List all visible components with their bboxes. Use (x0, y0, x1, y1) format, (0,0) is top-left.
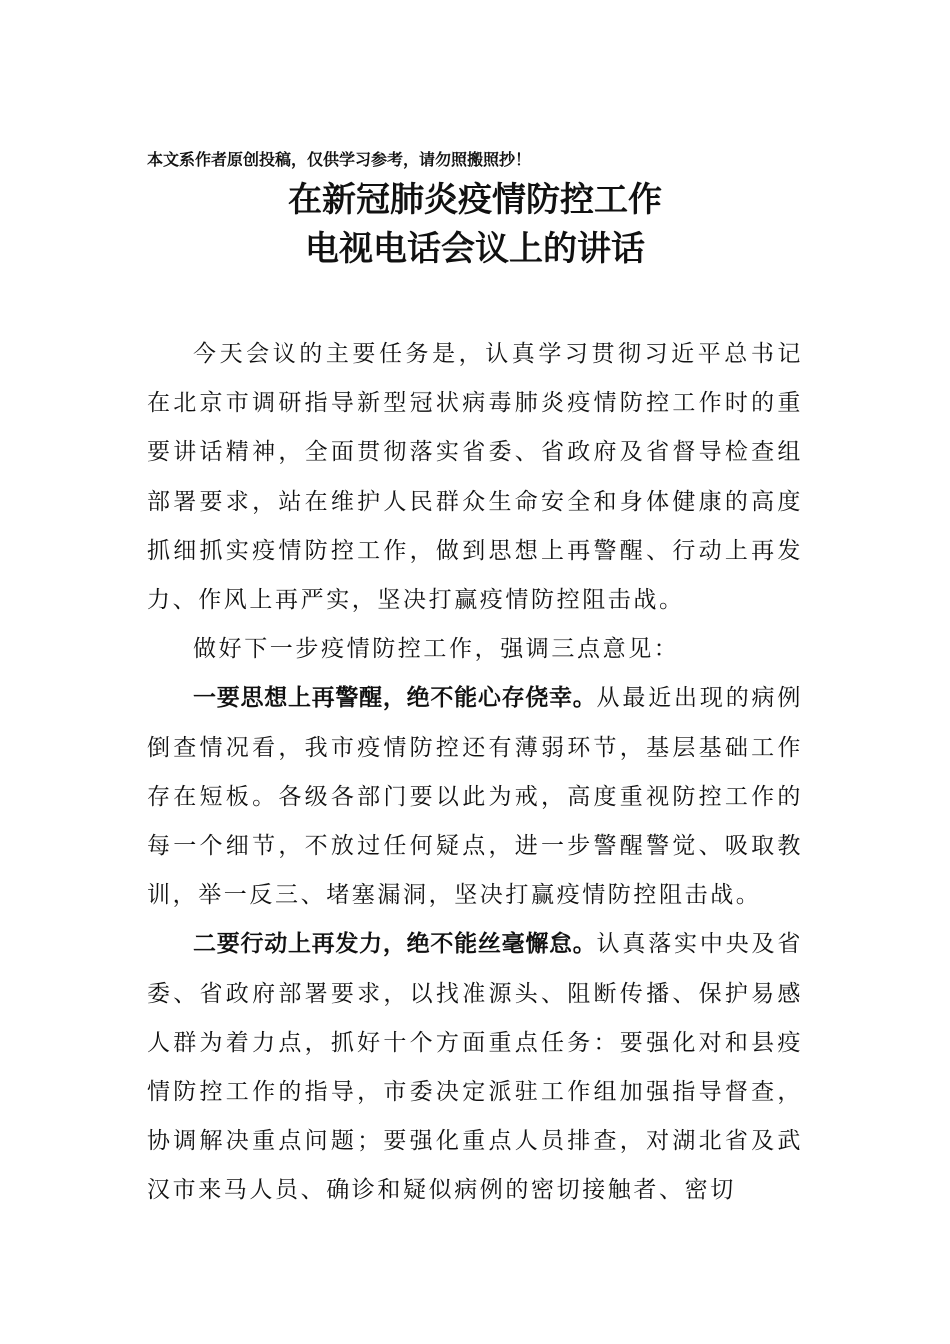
paragraph-point-1 (147, 674, 803, 920)
paragraph-text: 做好下一步疫情防控工作，强调三点意见： (193, 636, 680, 663)
paragraph-overview (147, 625, 803, 674)
paragraph-text: 今天会议的主要任务是，认真学习贯彻习近平总书记在北京市调研指导新型冠状病毒肺炎疫情防控工作时的重要讲话精神，全面贯彻落实省委、省政府及省督导检查组部署要求，站在维护人民群众生命安全和身体健康的高度抓细抓实疫情防控工作，做到思想上再警醒、行动上再发力、作风上再严实，坚决打赢疫情防控阻击战。 (147, 341, 803, 614)
paragraph-point-2 (147, 920, 803, 1215)
paragraph-lead: 二要行动上再发力，绝不能丝毫懈怠。 (193, 931, 597, 958)
paragraph-intro (147, 330, 803, 625)
paragraph-text: 认真落实中央及省委、省政府部署要求，以找准源头、阻断传播、保护易感人群为着力点，抓好十个方面重点任务：要强化对和县疫情防控工作的指导，市委决定派驻工作组加强指导督查，协调解决重点问题；要强化重点人员排查，对湖北省及武汉市来马人员、确诊和疑似病例的密切接触者、密切 (147, 931, 803, 1204)
title-line-1: 在新冠肺炎疫情防控工作 (288, 180, 662, 220)
copyright-notice: 本文系作者原创投稿，仅供学习参考，请勿照搬照抄！ (147, 150, 532, 169)
document-body (147, 330, 803, 1216)
paragraph-lead: 一要思想上再警醒，绝不能心存侥幸。 (193, 685, 597, 712)
paragraph-text: 从最近出现的病例倒查情况看，我市疫情防控还有薄弱环节，基层基础工作存在短板。各级各部门要以此为戒，高度重视防控工作的每一个细节，不放过任何疑点，进一步警醒警觉、吸取教训，举一反三、堵塞漏洞，坚决打赢疫情防控阻击战。 (147, 685, 803, 909)
title-line-2: 电视电话会议上的讲话 (305, 229, 645, 269)
